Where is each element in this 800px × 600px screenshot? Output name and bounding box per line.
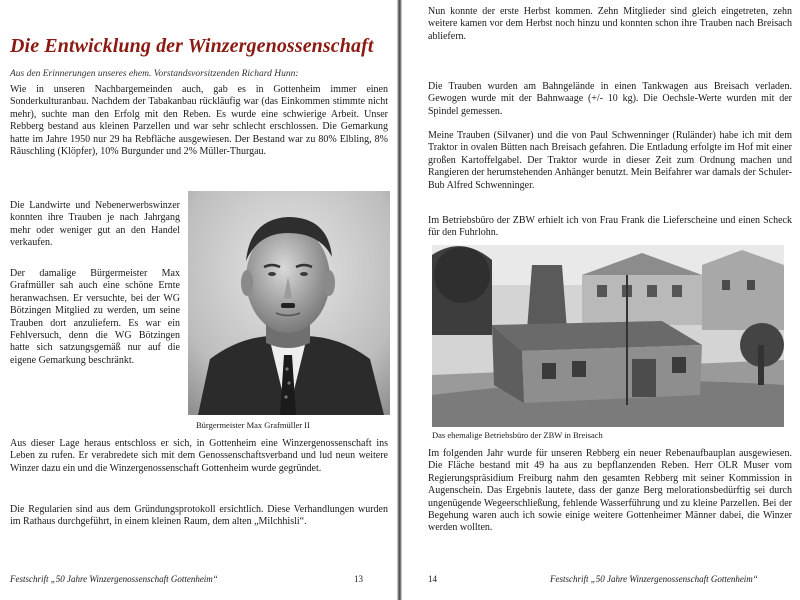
paragraph-gruendung: Aus dieser Lage heraus entschloss er sich, in Gottenheim eine Winzergenossenschaft ins Leben zu rufen. Er verabredete sich mit dem Genossenschaftsverband und lud neun weitere Winzer dazu ein und die Winzergenossenschaft Gottenheim wurde gegründet. bbox=[10, 438, 388, 474]
building-caption: Das ehemalige Betriebsbüro der ZBW in Breisach bbox=[432, 430, 603, 440]
paragraph-betriebsbuero: Im Betriebsbüro der ZBW erhielt ich von Frau Frank die Lieferscheine und einen Scheck für den Fuhrlohn. bbox=[428, 215, 792, 239]
footer-title: Festschrift „50 Jahre Winzergenossenschaft Gottenheim“ bbox=[10, 574, 218, 584]
paragraph-landwirte: Die Landwirte und Nebenerwerbswinzer konnten ihre Trauben je nach Jahrgang mehr oder weniger gut an den Handel verkaufen. bbox=[10, 200, 180, 249]
paragraph-intro: Wie in unseren Nachbargemeinden auch, gab es in Gottenheim immer einen Sonderkulturanbau. Nachdem der Tabakanbau rückläufig war (das Einkommen stimmte nicht mehr), suchte man den Erfolg mit den Reben. Es wurde eine schwierige Arbeit. Unser Rebberg bestand aus kleinen Parzellen und war sehr schlecht erschlossen. Die Gemarkung hatte im Jahre 1950 nur 29 ha Rebfläche ausgewiesen. Der Bestand war zu 80% Elbling, 8% Räuschling (Klöpfer), 10% Burgunder und 2% Müller-Thurgau. bbox=[10, 84, 388, 158]
chapter-subtitle: Aus den Erinnerungen unseres ehem. Vorstandsvorsitzenden Richard Hunn: bbox=[10, 69, 299, 79]
paragraph-herbst: Nun konnte der erste Herbst kommen. Zehn Mitglieder sind gleich eingetreten, zehn weitere kamen vor dem Herbst noch hinzu und konnten schon ihre Trauben nach Breisach abliefern. bbox=[428, 6, 792, 42]
paragraph-buergermeister: Der damalige Bürgermeister Max Grafmüller sah auch eine schöne Ernte heranwachsen. Er versuchte, bei der WG Bötzingen Mitglied zu werden, um seine Trauben dort anzuliefern. Es war ein Fehlversuch, denn die WG Bötzingen hatte sich satzungsgemäß nur auf die eigene Gemarkung beschränkt. bbox=[10, 268, 180, 366]
chapter-title: Die Entwicklung der Winzergenossenschaft bbox=[10, 35, 374, 57]
building-photo bbox=[432, 245, 784, 427]
paragraph-traktor: Meine Trauben (Silvaner) und die von Paul Schwenninger (Ruländer) habe ich mit dem Traktor in ovalen Bütten nach Breisach gefahren. Die Entladung erfolgte im Hof mit einer großen Kartoffelgabel. Der Traktor wurde in dieser Zeit zum Ordnung machen und Rangieren der herumstehenden Anhänger benutzt. Mein Beifahrer war damals der Schuler-Bub Alfred Schwenninger. bbox=[428, 130, 792, 191]
portrait-image bbox=[188, 191, 390, 415]
paragraph-trauben: Die Trauben wurden am Bahngelände in einen Tankwagen aus Breisach verladen. Gewogen wurde mit der Bahnwaage (+/- 10 kg). Die Oechsle-Werte wurden mit der Spindel gemessen. bbox=[428, 81, 792, 117]
page-number: 14 bbox=[428, 574, 437, 584]
paragraph-regularien: Die Regularien sind aus dem Gründungsprotokoll ersichtlich. Diese Verhandlungen wurden im Rathaus durchgeführt, in einem kleinen Raum, dem alten „Milchhisli“. bbox=[10, 504, 388, 528]
right-page bbox=[402, 0, 800, 600]
footer-title: Festschrift „50 Jahre Winzergenossenschaft Gottenheim“ bbox=[550, 574, 758, 584]
building-image bbox=[432, 245, 784, 427]
left-page bbox=[0, 0, 398, 600]
portrait-photo bbox=[188, 191, 390, 415]
portrait-caption: Bürgermeister Max Grafmüller II bbox=[196, 420, 310, 430]
paragraph-rebenaufbauplan: Im folgenden Jahr wurde für unseren Rebberg ein neuer Rebenaufbauplan ausgewiesen. Die Fläche bestand mit 49 ha aus zu bepflanzenden Reben. Herr OLR Muser vom Regierungspräsidium Freiburg nahm den gesamten Rebberg mit seiner Kommission in Augenschein. Das Ergebnis lautete, dass der ganze Berg melorationsbedürftig sei durch ungenügende Wegeerschließung, fehlende Wasserführung und zu kleine Parzellen. Bei der Begehung waren auch ich sowie einige weitere Gottenheimer Männer dabei, die Winzer werden wollten. bbox=[428, 448, 792, 534]
page-number: 13 bbox=[354, 574, 363, 584]
